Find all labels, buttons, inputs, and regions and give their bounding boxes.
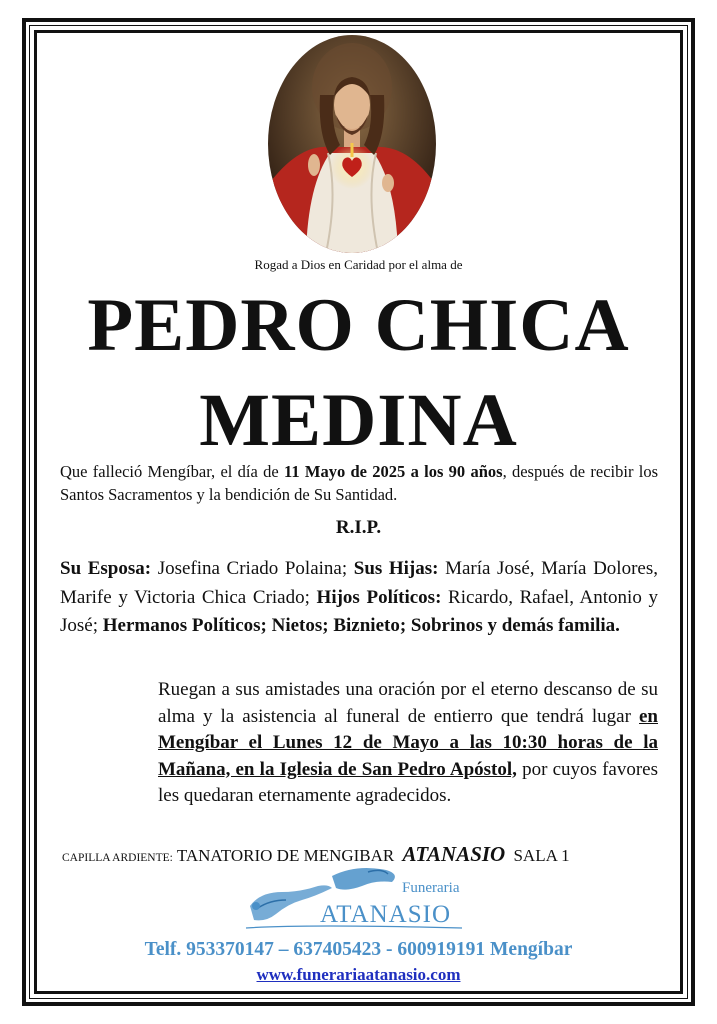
other-relatives: Hermanos Políticos; Nietos; Biznieto; Sobrinos y demás familia. [102,615,620,636]
rip-heading: R.I.P. [335,517,382,538]
chapel-brand: ATANASIO [402,842,506,866]
inlaws-names: Ricardo, Rafael, Antonio y José; [60,586,658,636]
death-text-2: , después de recibir los Santos Sacramentos y la bendición de Su Santidad. [60,462,658,504]
sacred-heart-portrait [268,35,436,253]
funeral-announcement [158,677,658,810]
logo-small-text: Funeraria [402,880,460,896]
spouse-label: Su Esposa: [60,558,152,579]
family-list [60,555,658,641]
spouse-name: Josefina Criado Polaina; [151,558,354,579]
funeraria-atanasio-logo [236,862,472,936]
phone-numbers: Telf. 953370147 – 637405423 - 600919191 Mengíbar [144,939,573,960]
website-link[interactable]: www.funerariaatanasio.com [256,965,461,984]
inlaws-label: Hijos Políticos: [316,586,442,608]
death-notice [60,460,658,506]
death-text-1: Que falleció Mengíbar, el día de [60,462,284,481]
funeral-text-2: por cuyos favores les quedaran eternamente agradecidos. [158,758,658,806]
daughters-label: Sus Hijas: [353,558,439,579]
deceased-name-line-2: MEDINA [199,379,518,462]
chapel-place: TANATORIO DE MENGIBAR [176,846,395,865]
chapel-label: CAPILLA ARDIENTE: [62,852,173,864]
funeral-time-place: en Mengíbar el Lunes 12 de Mayo a las 10:30 horas de la Mañana, en la Iglesia de San Pedro Apóstol, [158,705,658,780]
chapel-room: SALA 1 [513,846,570,865]
death-date-age: 11 Mayo de 2025 a los 90 años [283,462,503,481]
website [0,965,717,985]
logo-big-text: ATANASIO [320,901,451,928]
intro-line: Rogad a Dios en Caridad por el alma de [254,257,463,272]
daughters-names: María José, María Dolores, Marife y Victoria Chica Criado; [60,558,658,608]
funeral-text-1: Ruegan a sus amistades una oración por el eterno descanso de su alma y la asistencia al funeral de entierro que tendrá lugar [158,679,658,727]
deceased-name-line-1: PEDRO CHICA [87,284,630,367]
